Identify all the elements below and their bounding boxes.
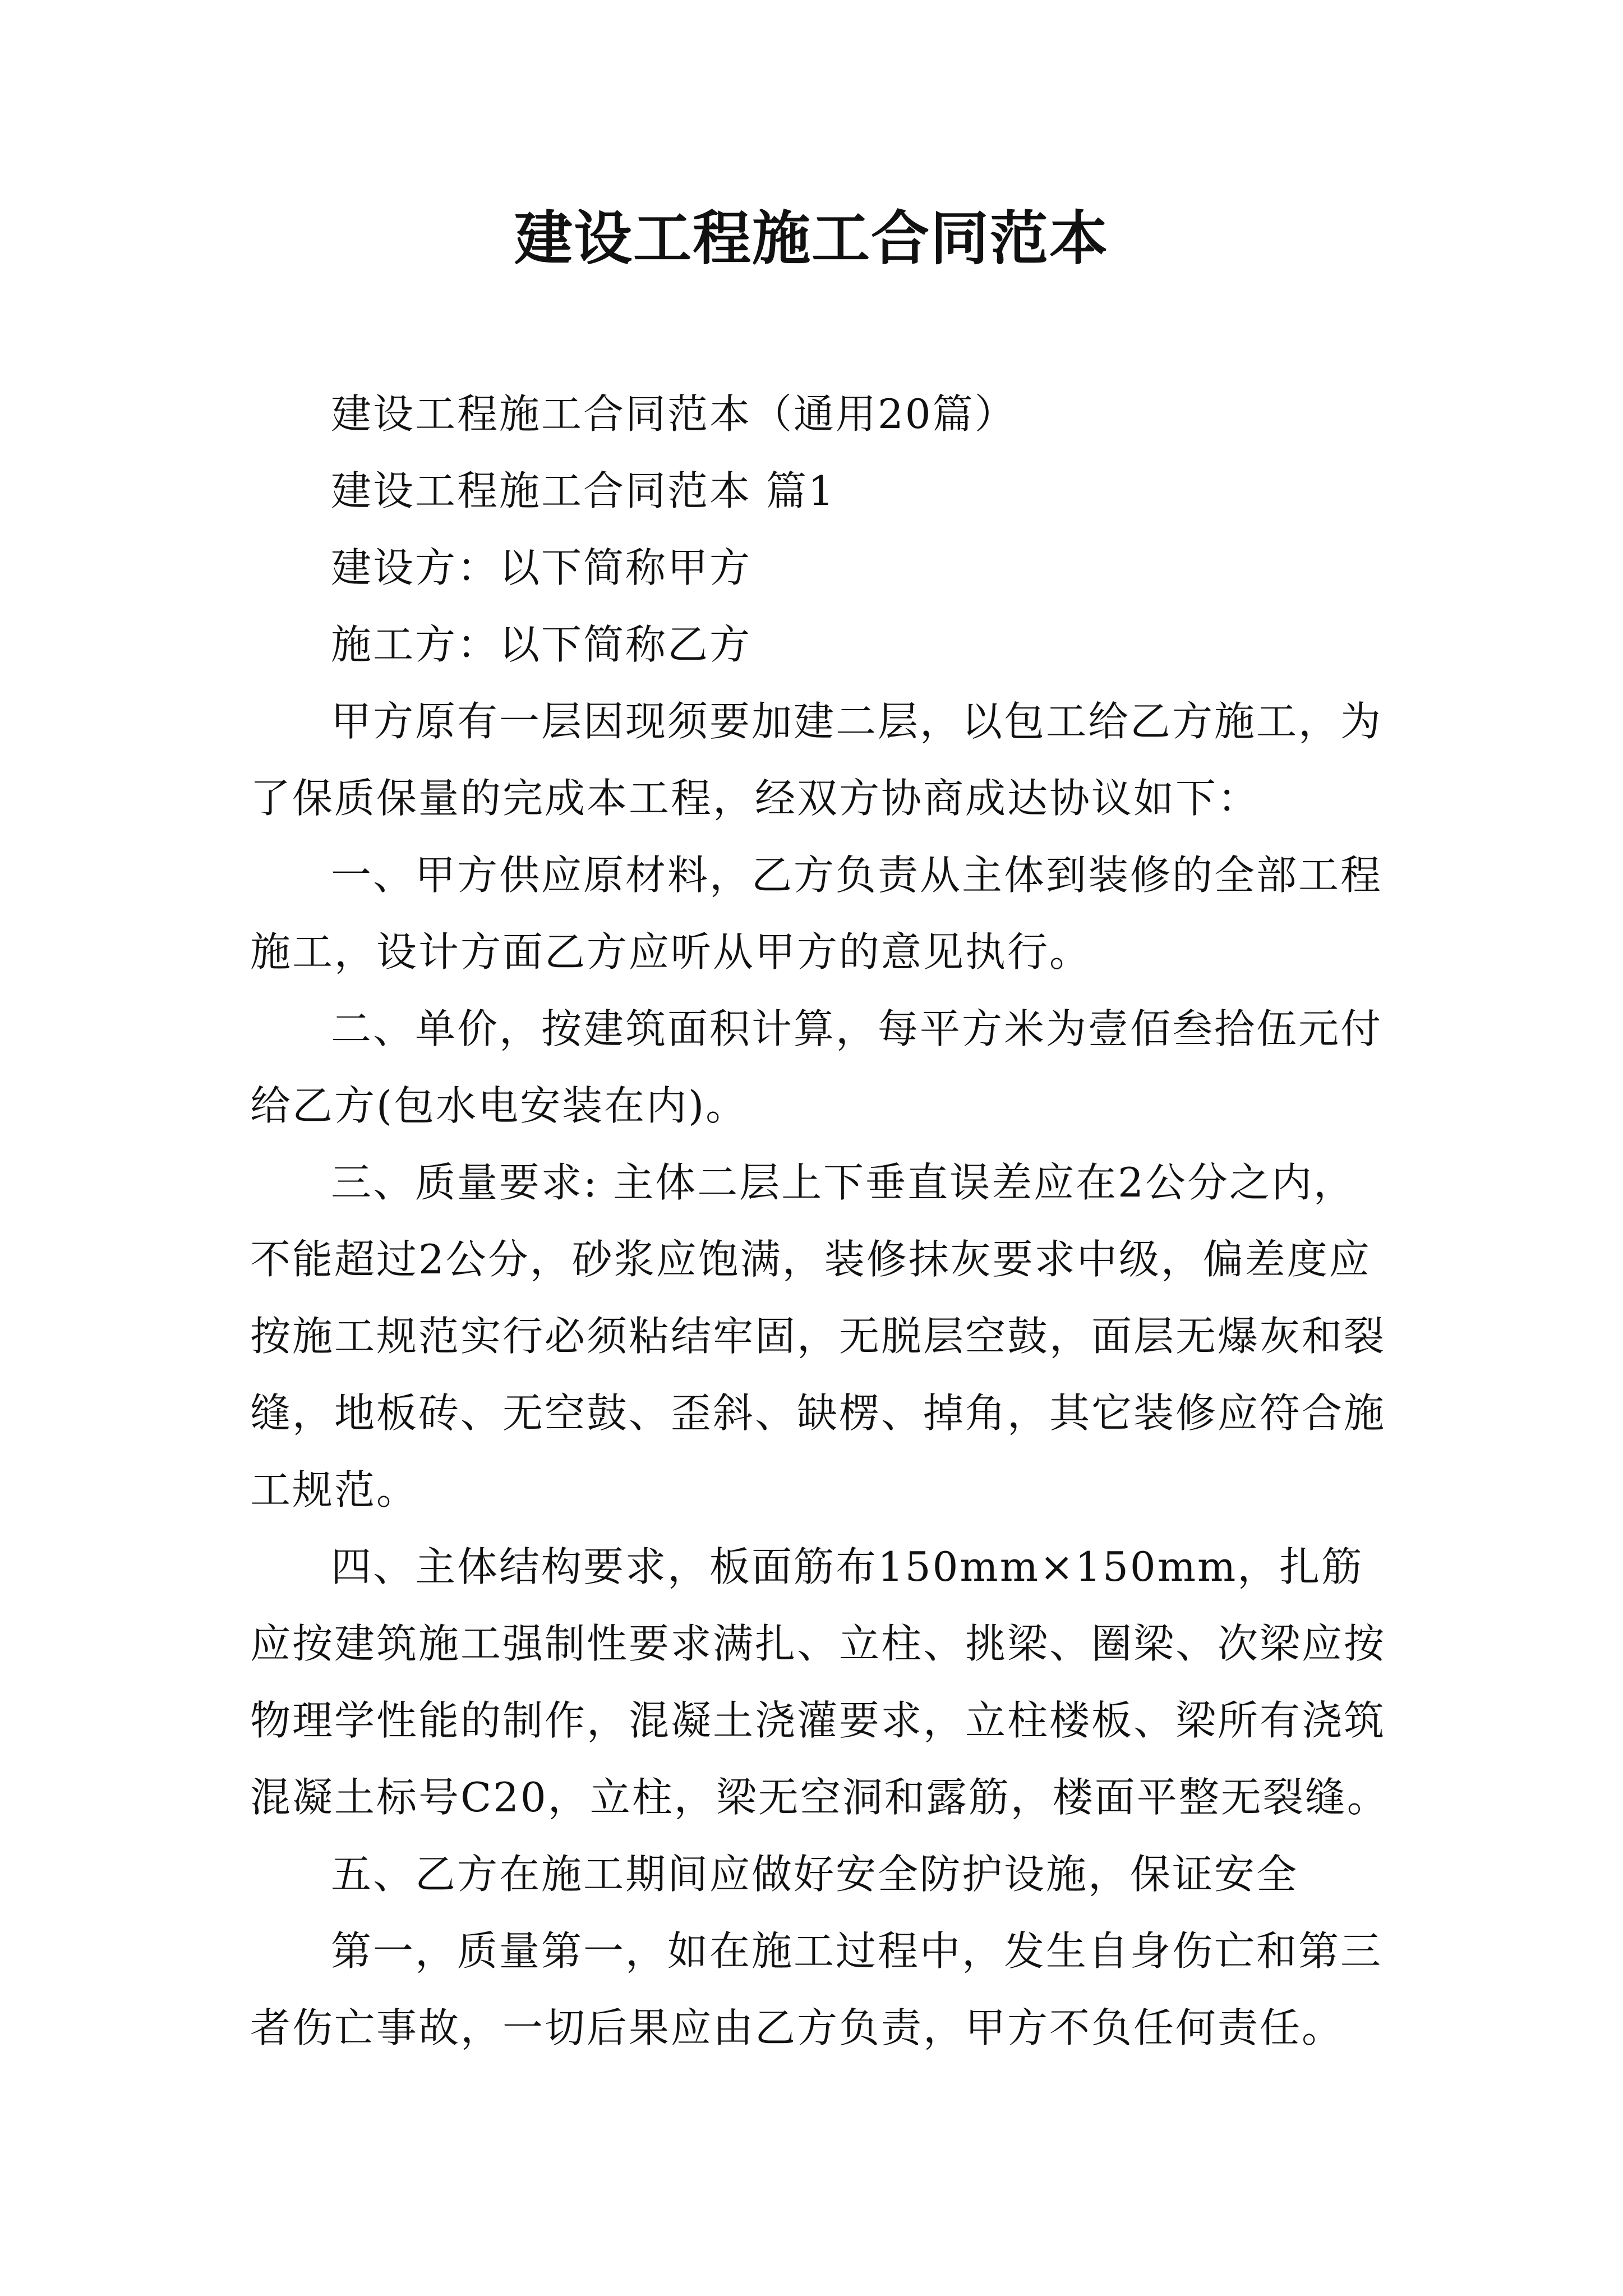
document-body — [250, 376, 1394, 2067]
paragraph-clause-4: 四、主体结构要求，板面筋布150mm×150mm，扎筋应按建筑施工强制性要求满扎、立柱、挑梁、圈梁、次梁应按物理学性能的制作，混凝土浇灌要求，立柱楼板、梁所有浇筑混凝土标号C20，立柱，梁无空洞和露筋，楼面平整无裂缝。 — [250, 1543, 1389, 1821]
document-title: 建设工程施工合同范本 — [514, 204, 1109, 273]
paragraph-safety-first: 第一，质量第一，如在施工过程中，发生自身伤亡和第三者伤亡事故，一切后果应由乙方负责，甲方不负任何责任。 — [250, 1927, 1383, 2051]
paragraph-party-a: 建设方：以下简称甲方 — [331, 544, 752, 591]
paragraph-intro: 甲方原有一层因现须要加建二层，以包工给乙方施工，为了保质保量的完成本工程，经双方协商成达协议如下： — [250, 698, 1383, 822]
paragraph-clause-1: 一、甲方供应原材料，乙方负责从主体到装修的全部工程施工，设计方面乙方应听从甲方的意见执行。 — [250, 852, 1383, 976]
paragraph-section-heading: 建设工程施工合同范本 篇1 — [331, 467, 836, 514]
paragraph-clause-3: 三、质量要求: 主体二层上下垂直误差应在2公分之内，不能超过2公分，砂浆应饱满，装修抹灰要求中级，偏差度应按施工规范实行必须粘结牢固，无脱层空鼓，面层无爆灰和裂缝，地板砖、无空鼓、歪斜、缺楞、掉角，其它装修应符合施工规范。 — [250, 1159, 1386, 1513]
paragraph-party-b: 施工方：以下简称乙方 — [331, 621, 752, 668]
paragraph-clause-2: 二、单价，按建筑面积计算，每平方米为壹佰叁拾伍元付给乙方(包水电安装在内)。 — [250, 1005, 1383, 1129]
paragraph-clause-5: 五、乙方在施工期间应做好安全防护设施，保证安全 — [331, 1851, 1299, 1898]
paragraph-subtitle: 建设工程施工合同范本（通用20篇） — [331, 390, 1017, 438]
